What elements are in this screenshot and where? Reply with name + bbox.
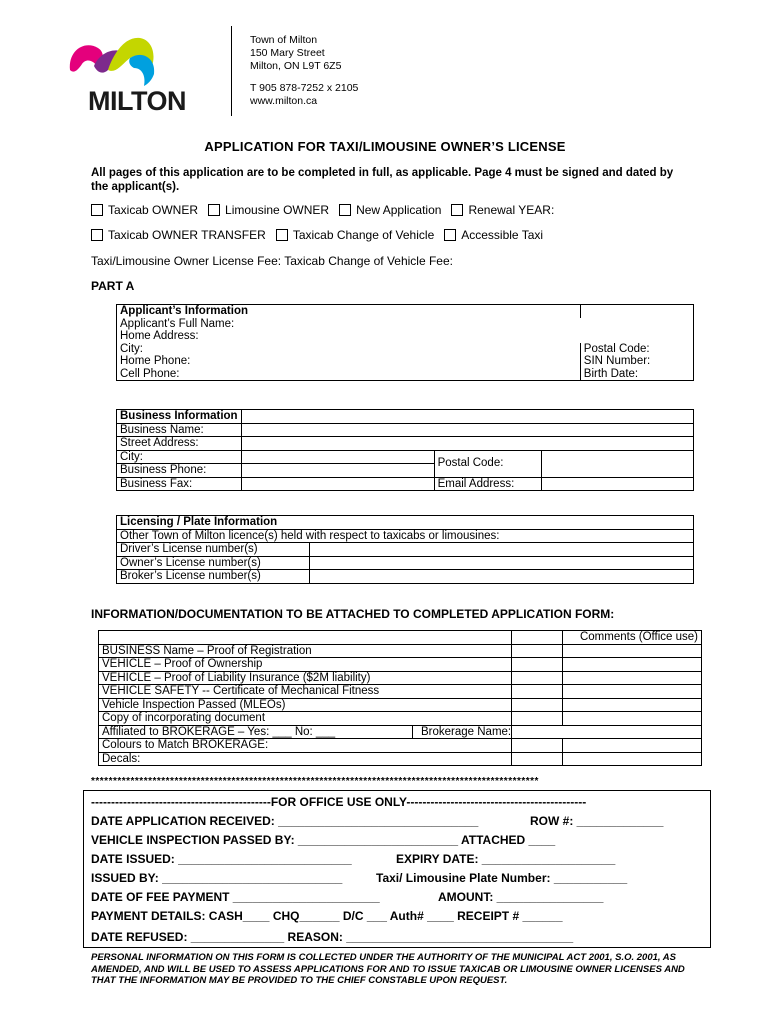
address-web[interactable]: www.milton.ca bbox=[250, 95, 318, 107]
doc-check-cell[interactable] bbox=[512, 671, 563, 685]
office-row-number[interactable]: ROW #: _____________ bbox=[530, 814, 664, 828]
doc-comment-cell[interactable] bbox=[563, 698, 702, 712]
business-fax-field[interactable] bbox=[241, 477, 434, 491]
privacy-notice: PERSONAL INFORMATION ON THIS FORM IS COLLECTED UNDER THE AUTHORITY OF THE MUNICIPAL ACT 2001, S.O. 2001, AS AMENDED, AND WILL BE USED TO ASSESS APPLICATIONS FOR AND TO ISSUE TAXICAB OR LIMOUSINE OWNER LICENSES AND THAT THE INFORMATION MAY BE PROVIDED TO THE CHIEF CONSTABLE UPON REQUEST. bbox=[91, 952, 685, 986]
licensing-driver-label: Driver’s License number(s) bbox=[117, 543, 310, 557]
star-divider: ****************************************************************************************************** bbox=[91, 776, 539, 787]
applicant-heading: Applicant’s Information bbox=[117, 305, 581, 318]
applicant-postal-code[interactable]: Postal Code: bbox=[580, 343, 693, 356]
doc-affiliated: Affiliated to BROKERAGE – Yes: ___ No: ___ bbox=[99, 726, 413, 739]
applicant-cell-phone[interactable]: Cell Phone: bbox=[117, 368, 581, 381]
business-email-label: Email Address: bbox=[434, 477, 541, 491]
business-street-label: Street Address: bbox=[117, 437, 242, 451]
logo-text: MILTON bbox=[88, 86, 186, 116]
doc-check-cell[interactable] bbox=[512, 739, 563, 753]
office-inspection-passed[interactable]: VEHICLE INSPECTION PASSED BY: ________________________ ATTACHED ____ bbox=[91, 833, 556, 847]
doc-item: VEHICLE – Proof of Liability Insurance ($2M liability) bbox=[99, 671, 512, 685]
applicant-full-name[interactable]: Applicant’s Full Name: bbox=[117, 318, 694, 331]
checkbox-icon[interactable] bbox=[91, 204, 103, 216]
license-type-row-1 bbox=[91, 203, 564, 217]
licensing-driver-field[interactable] bbox=[310, 543, 694, 557]
doc-comment-cell[interactable] bbox=[563, 712, 702, 726]
doc-check-cell[interactable] bbox=[512, 712, 563, 726]
business-name-label: Business Name: bbox=[117, 423, 242, 437]
checkbox-icon[interactable] bbox=[91, 229, 103, 241]
doc-comment-cell[interactable] bbox=[563, 685, 702, 699]
business-email-field[interactable] bbox=[541, 477, 693, 491]
licensing-owner-field[interactable] bbox=[310, 556, 694, 570]
office-fee-payment-date[interactable]: DATE OF FEE PAYMENT ______________________ bbox=[91, 890, 380, 904]
checkbox-icon[interactable] bbox=[444, 229, 456, 241]
applicant-city[interactable]: City: bbox=[117, 343, 581, 356]
address-phone: T 905 878-7252 x 2105 bbox=[250, 82, 359, 94]
license-type-row-2 bbox=[91, 228, 553, 242]
doc-colours: Colours to Match BROKERAGE: bbox=[99, 739, 512, 753]
business-name-field[interactable] bbox=[241, 423, 693, 437]
applicant-table bbox=[116, 304, 694, 381]
business-postal-label: Postal Code: bbox=[434, 450, 541, 477]
part-a-heading: PART A bbox=[91, 279, 135, 293]
comments-header: Comments (Office use) bbox=[563, 631, 702, 645]
checkbox-taxicab-owner[interactable]: Taxicab OWNER bbox=[91, 203, 198, 217]
business-city-field[interactable] bbox=[241, 450, 434, 464]
doc-check-cell[interactable] bbox=[512, 685, 563, 699]
doc-item: VEHICLE – Proof of Ownership bbox=[99, 658, 512, 672]
office-plate-number[interactable]: Taxi/ Limousine Plate Number: ___________ bbox=[376, 871, 628, 885]
doc-check-cell[interactable] bbox=[512, 658, 563, 672]
checkbox-renewal-year[interactable]: Renewal YEAR: bbox=[451, 203, 554, 217]
checkbox-icon[interactable] bbox=[208, 204, 220, 216]
doc-comment-cell[interactable] bbox=[563, 739, 702, 753]
checkbox-new-application[interactable]: New Application bbox=[339, 203, 441, 217]
licensing-broker-label: Broker’s License number(s) bbox=[117, 570, 310, 584]
business-fax-label: Business Fax: bbox=[117, 477, 242, 491]
office-date-refused[interactable]: DATE REFUSED: ______________ REASON: __________________________________ bbox=[91, 930, 574, 944]
applicant-birth-date[interactable]: Birth Date: bbox=[580, 368, 693, 381]
doc-check-cell[interactable] bbox=[512, 752, 563, 766]
doc-item: BUSINESS Name – Proof of Registration bbox=[99, 644, 512, 658]
licensing-other[interactable]: Other Town of Milton licence(s) held with respect to taxicabs or limousines: bbox=[117, 529, 694, 543]
office-header: ---------------------------------------------FOR OFFICE USE ONLY--------------------------------------------- bbox=[91, 795, 587, 809]
office-amount[interactable]: AMOUNT: ________________ bbox=[438, 890, 604, 904]
office-payment-details[interactable]: PAYMENT DETAILS: CASH____ CHQ______ D/C ___ Auth# ____ RECEIPT # ______ bbox=[91, 909, 563, 923]
business-phone-field[interactable] bbox=[241, 464, 434, 478]
business-phone-label: Business Phone: bbox=[117, 464, 242, 478]
checkbox-icon[interactable] bbox=[451, 204, 463, 216]
checkbox-limousine-owner[interactable]: Limousine OWNER bbox=[208, 203, 329, 217]
fee-line: Taxi/Limousine Owner License Fee: Taxicab Change of Vehicle Fee: bbox=[91, 254, 453, 268]
licensing-broker-field[interactable] bbox=[310, 570, 694, 584]
applicant-home-phone[interactable]: Home Phone: bbox=[117, 355, 581, 368]
doc-comment-cell[interactable] bbox=[563, 671, 702, 685]
office-expiry-date[interactable]: EXPIRY DATE: ____________________ bbox=[396, 852, 616, 866]
doc-item: Copy of incorporating document bbox=[99, 712, 512, 726]
business-postal-field[interactable] bbox=[541, 450, 693, 477]
business-city-label: City: bbox=[117, 450, 242, 464]
business-street-field[interactable] bbox=[241, 437, 693, 451]
checkbox-taxicab-change-of-vehicle[interactable]: Taxicab Change of Vehicle bbox=[276, 228, 434, 242]
checkbox-icon[interactable] bbox=[276, 229, 288, 241]
doc-item: VEHICLE SAFETY -- Certificate of Mechanical Fitness bbox=[99, 685, 512, 699]
office-date-received[interactable]: DATE APPLICATION RECEIVED: ______________________________ bbox=[91, 814, 479, 828]
doc-brokerage-field[interactable] bbox=[512, 725, 702, 739]
address-line2: 150 Mary Street bbox=[250, 47, 325, 59]
doc-decals: Decals: bbox=[99, 752, 512, 766]
address-line3: Milton, ON L9T 6Z5 bbox=[250, 60, 342, 72]
intro-text: All pages of this application are to be completed in full, as applicable. Page 4 must be signed and dated by the applicant(s). bbox=[91, 167, 674, 193]
doc-check-cell[interactable] bbox=[512, 698, 563, 712]
business-table bbox=[116, 409, 694, 491]
applicant-home-address[interactable]: Home Address: bbox=[117, 330, 694, 343]
checkbox-icon[interactable] bbox=[339, 204, 351, 216]
office-issued-by[interactable]: ISSUED BY: ___________________________ bbox=[91, 871, 343, 885]
applicant-sin[interactable]: SIN Number: bbox=[580, 355, 693, 368]
doc-item: Vehicle Inspection Passed (MLEOs) bbox=[99, 698, 512, 712]
town-address bbox=[250, 34, 358, 108]
office-date-issued[interactable]: DATE ISSUED: __________________________ bbox=[91, 852, 352, 866]
documentation-table bbox=[98, 630, 702, 766]
docs-heading: INFORMATION/DOCUMENTATION TO BE ATTACHED TO COMPLETED APPLICATION FORM: bbox=[91, 607, 615, 621]
licensing-table bbox=[116, 515, 694, 584]
address-line1: Town of Milton bbox=[250, 34, 318, 46]
checkbox-taxicab-owner-transfer[interactable]: Taxicab OWNER TRANSFER bbox=[91, 228, 266, 242]
licensing-heading: Licensing / Plate Information bbox=[117, 516, 694, 530]
milton-logo bbox=[60, 30, 220, 120]
doc-check-cell[interactable] bbox=[512, 644, 563, 658]
business-heading: Business Information bbox=[117, 410, 242, 424]
doc-comment-cell[interactable] bbox=[563, 658, 702, 672]
checkbox-accessible-taxi[interactable]: Accessible Taxi bbox=[444, 228, 543, 242]
doc-comment-cell[interactable] bbox=[563, 644, 702, 658]
page-title: APPLICATION FOR TAXI/LIMOUSINE OWNER’S LICENSE bbox=[204, 139, 566, 154]
doc-brokerage-name: Brokerage Name: bbox=[421, 725, 512, 738]
header-divider bbox=[231, 26, 232, 116]
doc-comment-cell[interactable] bbox=[563, 752, 702, 766]
licensing-owner-label: Owner’s License number(s) bbox=[117, 556, 310, 570]
